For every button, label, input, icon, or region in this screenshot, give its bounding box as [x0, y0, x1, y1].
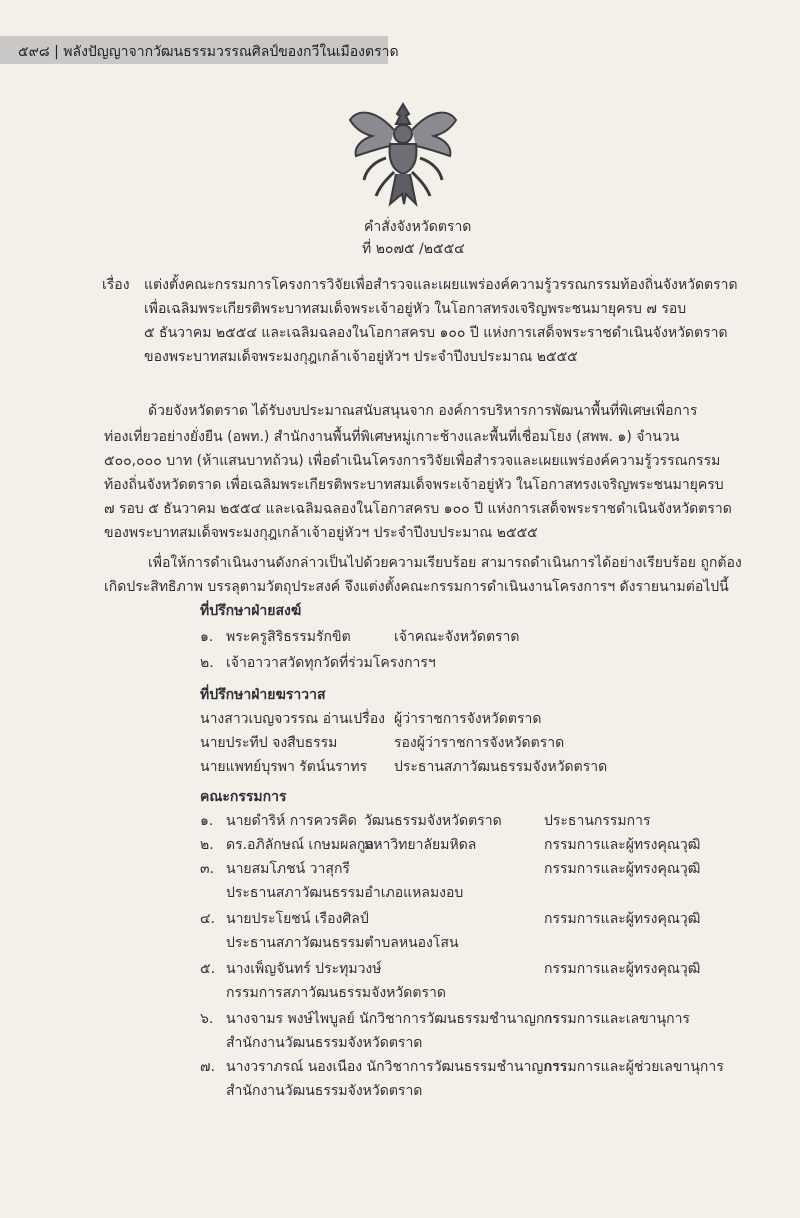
list-item-number: ๖.	[200, 1011, 214, 1027]
subject-line: เพื่อเฉลิมพระเกียรติพระบาทสมเด็จพระเจ้าอยู่หัว ในโอกาสทรงเจริญพระชนมายุครบ ๗ รอบ	[144, 301, 687, 317]
advisor-name: เจ้าอาวาสวัดทุกวัดที่ร่วมโครงการฯ	[226, 655, 436, 671]
list-item-number: ๒.	[200, 655, 214, 671]
committee-member-name: นายดำริห์ การควรคิด	[226, 813, 357, 829]
advisor-name: นายประทีป จงสืบธรรม	[200, 735, 338, 751]
garuda-emblem-icon	[346, 100, 460, 212]
body-line: ท่องเที่ยวอย่างยั่งยืน (อพท.) สำนักงานพื้นที่พิเศษหมู่เกาะช้างและพื้นที่เชื่อมโยง (สพพ. ๑) จำนวน	[104, 429, 680, 445]
committee-member-role: ประธานกรรมการ	[544, 813, 651, 829]
committee-member-subline: สำนักงานวัฒนธรรมจังหวัดตราด	[226, 1035, 423, 1051]
page-number: ๕๙๘	[18, 44, 50, 60]
order-title: คำสั่งจังหวัดตราด	[364, 219, 472, 235]
header-separator: |	[54, 44, 59, 60]
committee-member-role: กรรมการและผู้ทรงคุณวุฒิ	[544, 861, 701, 877]
list-item-number: ๑.	[200, 813, 214, 829]
committee-member-subline: กรรมการสภาวัฒนธรรมจังหวัดตราด	[226, 985, 446, 1001]
body-line: ๕๐๐,๐๐๐ บาท (ห้าแสนบาทถ้วน) เพื่อดำเนินโครงการวิจัยเพื่อสำรวจและเผยแพร่องค์ความรู้วรรณกรรม	[104, 453, 721, 469]
advisor-position: ผู้ว่าราชการจังหวัดตราด	[394, 711, 542, 727]
committee-member-subline: สำนักงานวัฒนธรรมจังหวัดตราด	[226, 1083, 423, 1099]
committee-member-affiliation: วัฒนธรรมจังหวัดตราด	[364, 813, 502, 829]
order-number-prefix: ที่	[362, 241, 372, 257]
committee-member-name: นางจามร พงษ์ไพบูลย์ นักวิชาการวัฒนธรรมชำนาญการ	[226, 1011, 560, 1027]
committee-member-subline: ประธานสภาวัฒนธรรมตำบลหนองโสน	[226, 935, 459, 951]
committee-member-role: กรรมการและเลขานุการ	[544, 1011, 690, 1027]
body-line: ด้วยจังหวัดตราด ได้รับงบประมาณสนับสนุนจาก องค์การบริหารการพัฒนาพื้นที่พิเศษเพื่อการ	[148, 403, 698, 419]
advisor-name: นายแพทย์บุรพา รัตน์นราทร	[200, 759, 368, 775]
advisor-position: ประธานสภาวัฒนธรรมจังหวัดตราด	[394, 759, 608, 775]
advisor-name: นางสาวเบญจวรรณ อ่านเปรื่อง	[200, 711, 385, 727]
committee-member-role: กรรมการและผู้ทรงคุณวุฒิ	[544, 837, 701, 853]
subject-line: แต่งตั้งคณะกรรมการโครงการวิจัยเพื่อสำรวจและเผยแพร่องค์ความรู้วรรณกรรมท้องถิ่นจังหวัดตราด	[144, 277, 738, 293]
lay-advisors-heading: ที่ปรึกษาฝ่ายฆราวาส	[200, 687, 326, 703]
committee-member-name: นายประโยชน์ เรืองศิลป์	[226, 911, 369, 927]
advisor-position: รองผู้ว่าราชการจังหวัดตราด	[394, 735, 565, 751]
body-line: ของพระบาทสมเด็จพระมงกุฎเกล้าเจ้าอยู่หัวฯ ประจำปีงบประมาณ ๒๕๕๕	[104, 525, 538, 541]
committee-member-name: นางเพ็ญจันทร์ ประทุมวงษ์	[226, 961, 382, 977]
subject-line: ๕ ธันวาคม ๒๕๕๔ และเฉลิมฉลองในโอกาสครบ ๑๐๐ ปี แห่งการเสด็จพระราชดำเนินจังหวัดตราด	[144, 325, 728, 341]
body-line: เกิดประสิทธิภาพ บรรลุตามวัตถุประสงค์ จึงแต่งตั้งคณะกรรมการดำเนินงานโครงการฯ ดังรายนามต่อไปนี้	[104, 579, 729, 595]
committee-member-name: ดร.อภิลักษณ์ เกษมผลกูล	[226, 837, 374, 853]
list-item-number: ๗.	[200, 1059, 215, 1075]
committee-member-role: กรรมการและผู้ช่วยเลขานุการ	[544, 1059, 724, 1075]
subject-label: เรื่อง	[102, 277, 130, 293]
order-number-value: ๒๐๗๕ /๒๕๕๔	[375, 241, 465, 257]
list-item-number: ๒.	[200, 837, 214, 853]
running-header	[18, 41, 399, 63]
committee-member-affiliation: มหาวิทยาลัยมหิดล	[364, 837, 477, 853]
body-line: ท้องถิ่นจังหวัดตราด เพื่อเฉลิมพระเกียรติพระบาทสมเด็จพระเจ้าอยู่หัว ในโอกาสทรงเจริญพระชนมายุครบ	[104, 477, 724, 493]
order-number	[362, 240, 465, 258]
committee-member-role: กรรมการและผู้ทรงคุณวุฒิ	[544, 961, 701, 977]
committee-heading: คณะกรรมการ	[200, 789, 287, 805]
committee-member-subline: ประธานสภาวัฒนธรรมอำเภอแหลมงอบ	[226, 885, 464, 901]
sangha-advisors-heading: ที่ปรึกษาฝ่ายสงฆ์	[200, 603, 302, 619]
list-item-number: ๓.	[200, 861, 215, 877]
subject-line: ของพระบาทสมเด็จพระมงกุฎเกล้าเจ้าอยู่หัวฯ ประจำปีงบประมาณ ๒๕๕๕	[144, 349, 578, 365]
body-line: เพื่อให้การดำเนินงานดังกล่าวเป็นไปด้วยความเรียบร้อย สามารถดำเนินการได้อย่างเรียบร้อย ถูกต้อง	[148, 555, 742, 571]
committee-member-name: นางวราภรณ์ นองเนือง นักวิชาการวัฒนธรรมชำนาญการ	[226, 1059, 568, 1075]
list-item-number: ๑.	[200, 629, 214, 645]
committee-member-role: กรรมการและผู้ทรงคุณวุฒิ	[544, 911, 701, 927]
advisor-position: เจ้าคณะจังหวัดตราด	[394, 629, 520, 645]
body-line: ๗ รอบ ๕ ธันวาคม ๒๕๕๔ และเฉลิมฉลองในโอกาสครบ ๑๐๐ ปี แห่งการเสด็จพระราชดำเนินจังหวัดตราด	[104, 501, 732, 517]
list-item-number: ๕.	[200, 961, 216, 977]
list-item-number: ๔.	[200, 911, 216, 927]
book-title: พลังปัญญาจากวัฒนธรรมวรรณศิลป์ของกวีในเมืองตราด	[63, 44, 399, 60]
advisor-name: พระครูสิริธรรมรักขิต	[226, 629, 351, 645]
committee-member-name: นายสมโภชน์ วาสุกรี	[226, 861, 350, 877]
